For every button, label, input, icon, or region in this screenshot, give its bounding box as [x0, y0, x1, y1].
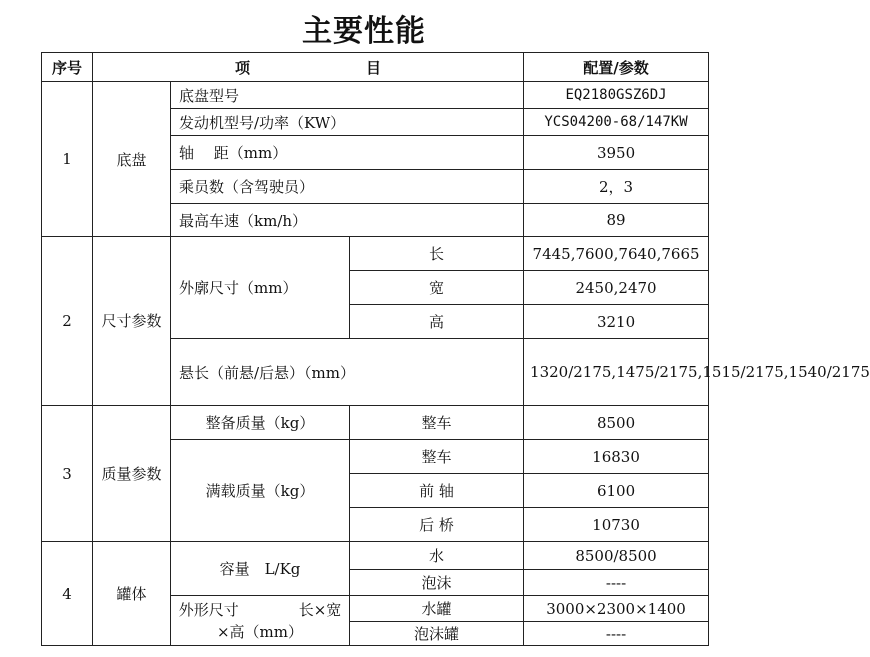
full-load-total-value: 16830: [524, 440, 709, 474]
height-label: 高: [350, 305, 524, 339]
curb-mass-sub: 整车: [350, 406, 524, 440]
length-label: 长: [350, 237, 524, 271]
water-tank-value: 3000×2300×1400: [524, 596, 709, 622]
section-4-category: 罐体: [93, 542, 171, 646]
crew-label: 乘员数（含驾驶员）: [171, 170, 524, 204]
foam-value: ----: [524, 570, 709, 596]
crew-value: 2，3: [524, 170, 709, 204]
chassis-model-label: 底盘型号: [171, 82, 524, 109]
engine-label: 发动机型号/功率（KW）: [171, 109, 524, 136]
top-speed-value: 89: [524, 204, 709, 237]
width-value: 2450,2470: [524, 271, 709, 305]
wheelbase-label: 轴 距（mm）: [171, 136, 524, 170]
foam-label: 泡沫: [350, 570, 524, 596]
overhang-value: 1320/2175,1475/2175,1515/2175,1540/2175: [524, 339, 709, 406]
water-label: 水: [350, 542, 524, 570]
tank-dimensions-label: 外形尺寸 长×宽×高（mm）: [171, 596, 350, 646]
chassis-model-value: EQ2180GSZ6DJ: [524, 82, 709, 109]
header-no: 序号: [42, 53, 93, 82]
rear-axle-value: 10730: [524, 508, 709, 542]
table-row: [42, 542, 709, 570]
table-row: [42, 82, 709, 109]
section-3-no: 3: [42, 406, 93, 542]
section-1-category: 底盘: [93, 82, 171, 237]
page-title: 主要性能: [302, 14, 426, 49]
section-3-category: 质量参数: [93, 406, 171, 542]
outline-size-label: 外廓尺寸（mm）: [171, 237, 350, 339]
full-load-mass-label: 满载质量（kg）: [171, 440, 350, 542]
rear-axle-label: 后 桥: [350, 508, 524, 542]
curb-mass-value: 8500: [524, 406, 709, 440]
top-speed-label: 最高车速（km/h）: [171, 204, 524, 237]
header-value: 配置/参数: [524, 53, 709, 82]
capacity-label: 容量 L/Kg: [171, 542, 350, 596]
section-2-no: 2: [42, 237, 93, 406]
full-load-total-label: 整车: [350, 440, 524, 474]
header-item-left: 项: [235, 58, 251, 77]
spec-table: [41, 52, 870, 646]
length-value: 7445,7600,7640,7665: [524, 237, 709, 271]
header-item: [93, 53, 524, 82]
front-axle-value: 6100: [524, 474, 709, 508]
water-tank-label: 水罐: [350, 596, 524, 622]
section-4-no: 4: [42, 542, 93, 646]
section-2-category: 尺寸参数: [93, 237, 171, 406]
width-label: 宽: [350, 271, 524, 305]
height-value: 3210: [524, 305, 709, 339]
engine-value: YCS04200-68/147KW: [524, 109, 709, 136]
front-axle-label: 前 轴: [350, 474, 524, 508]
foam-tank-value: ----: [524, 622, 709, 646]
water-value: 8500/8500: [524, 542, 709, 570]
table-row: [42, 406, 709, 440]
section-1-no: 1: [42, 82, 93, 237]
header-item-right: 目: [366, 58, 382, 77]
header-row: [42, 53, 709, 82]
wheelbase-value: 3950: [524, 136, 709, 170]
table-row: [42, 237, 709, 271]
foam-tank-label: 泡沫罐: [350, 622, 524, 646]
curb-mass-label: 整备质量（kg）: [171, 406, 350, 440]
overhang-label: 悬长（前悬/后悬）（mm）: [171, 339, 524, 406]
